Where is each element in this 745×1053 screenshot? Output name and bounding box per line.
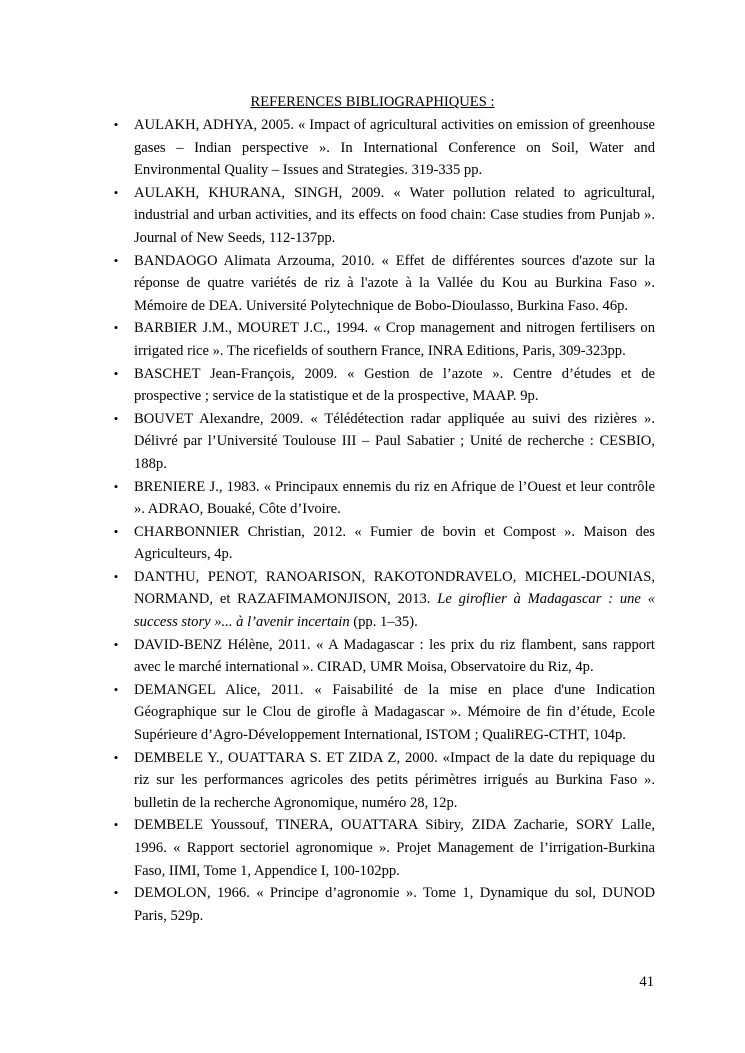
bullet-icon: • [113,117,119,132]
bullet-icon: • [113,320,119,336]
reference-text: AULAKH, KHURANA, SINGH, 2009. « Water pollution related to agricultural, industrial and urban activities, and its effects on food chain: Case studies from Punjab ». Journal of New Seeds, 112-137pp. [134,184,655,246]
page-number: 41 [639,974,654,990]
reference-item [110,114,655,182]
reference-text: BARBIER J.M., MOURET J.C., 1994. « Crop management and nitrogen fertilisers on irrigated rice ». The ricefields of southern France, INRA Editions, Paris, 309-323pp. [134,320,655,359]
reference-text: DEMANGEL Alice, 2011. « Faisabilité de la mise en place d'une Indication Géographique sur le Clou de girofle à Madagascar ». Mémoire de fin d’étude, Ecole Supérieure d’Agro-Développement International, ISTOM ; QualiREG-CTHT, 104p. [134,681,655,744]
reference-item [110,476,655,521]
reference-item [110,182,655,250]
reference-list [110,114,655,927]
bullet-icon: • [113,252,119,268]
reference-text: DEMBELE Y., OUATTARA S. ET ZIDA Z, 2000. «Impact de la date du repiquage du riz sur les performances agricoles des petits périmètres irrigués au Burkina Faso ». bulletin de la recherche Agronomique, numéro 28, 12p. [134,749,655,811]
reference-item [110,250,655,318]
reference-text: BRENIERE J., 1983. « Principaux ennemis du riz en Afrique de l’Ouest et leur contrôle ». ADRAO, Bouaké, Côte d’Ivoire. [134,478,655,518]
bullet-icon: • [113,681,119,697]
reference-item [110,679,655,747]
reference-text: DANTHU, PENOT, RANOARISON, RAKOTONDRAVELO, MICHEL-DOUNIAS, NORMAND, et RAZAFIMAMONJISON, 2013. [134,568,655,608]
bullet-icon: • [113,749,119,765]
reference-item [110,814,655,882]
reference-italic-title: Le giroflier à Madagascar : une « success story »... à l’avenir incertain [134,591,656,631]
reference-text: AULAKH, ADHYA, 2005. « Impact of agricultural activities on emission of greenhouse gases – Indian perspective ». In International Conference on Soil, Water and Environmental Quality – Issues and Strategies. 319-335 pp. [134,117,655,179]
bullet-icon: • [113,410,119,426]
reference-item [110,408,655,476]
reference-item [110,317,655,362]
reference-text: BOUVET Alexandre, 2009. « Télédétection radar appliquée au suivi des rizières ». Délivré par l’Université Toulouse III – Paul Sabatier ; Unité de recherche : CESBIO, 188p. [134,410,655,472]
bullet-icon: • [113,817,119,833]
bullet-icon: • [113,478,119,494]
reference-text: DAVID-BENZ Hélène, 2011. « A Madagascar : les prix du riz flambent, sans rapport avec le marché international ». CIRAD, UMR Moisa, Observatoire du Riz, 4p. [134,636,655,676]
bullet-icon: • [113,636,119,652]
reference-text: DEMBELE Youssouf, TINERA, OUATTARA Sibiry, ZIDA Zacharie, SORY Lalle, 1996. « Rapport sectoriel agronomique ». Projet Management de l’irrigation-Burkina Faso, IIMI, Tome 1, Appendice I, 100-102pp. [134,817,655,879]
reference-item [110,747,655,815]
reference-text: DEMOLON, 1966. « Principe d’agronomie ». Tome 1, Dynamique du sol, DUNOD Paris, 529p. [134,885,655,924]
bullet-icon: • [113,184,119,200]
reference-item [110,566,655,634]
reference-item [110,882,655,927]
reference-item [110,521,655,566]
reference-item [110,363,655,408]
reference-item [110,634,655,679]
page-title: REFERENCES BIBLIOGRAPHIQUES : [250,94,495,110]
bullet-icon: • [113,885,119,901]
reference-text: BASCHET Jean-François, 2009. « Gestion de l’azote ». Centre d’études et de prospective ; service de la statistique et de la prospective, MAAP. 9p. [134,365,655,405]
bullet-icon: • [113,365,119,381]
reference-text-after: (pp. 1–35). [349,614,418,631]
reference-text: CHARBONNIER Christian, 2012. « Fumier de bovin et Compost ». Maison des Agriculteurs, 4p. [134,523,655,563]
bullet-icon: • [113,568,119,584]
bullet-icon: • [113,523,119,539]
reference-text: BANDAOGO Alimata Arzouma, 2010. « Effet de différentes sources d'azote sur la réponse de quatre variétés de riz à l'azote à la Vallée du Kou au Burkina Faso ». Mémoire de DEA. Université Polytechnique de Bobo-Dioulasso, Burkina Faso. 46p. [134,252,655,314]
